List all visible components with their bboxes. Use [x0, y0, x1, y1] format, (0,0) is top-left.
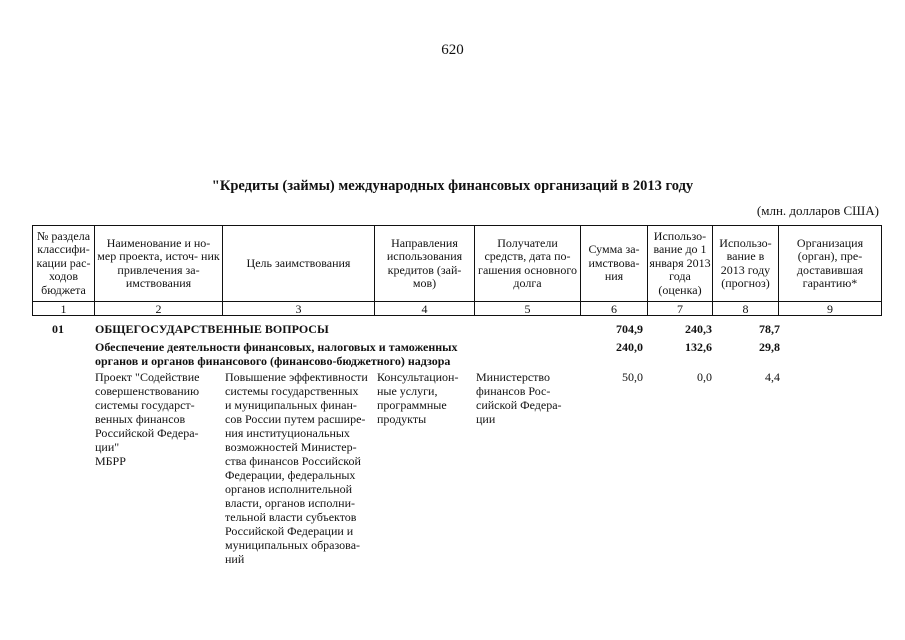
column-number: 2	[95, 302, 223, 316]
section-used-before: 240,3	[685, 322, 712, 336]
project-direction: Консультацион- ные услуги, программные продукты	[377, 370, 459, 426]
document-title: "Кредиты (займы) международных финансовых организаций в 2013 году	[211, 178, 694, 194]
column-number: 9	[779, 302, 882, 316]
section-sum: 704,9	[616, 322, 643, 336]
header-col-forecast: Использо- вание в 2013 году (прогноз)	[713, 226, 779, 302]
page-number: 620	[441, 42, 464, 58]
header-col-sum: Сумма за- имствова- ния	[581, 226, 648, 302]
subsection-sum: 240,0	[616, 340, 643, 354]
project-used-before: 0,0	[697, 370, 712, 384]
header-col-project: Наименование и но- мер проекта, источ- ник привлечения за- имствования	[95, 226, 223, 302]
column-number: 1	[33, 302, 95, 316]
column-number: 3	[223, 302, 375, 316]
table-header	[32, 225, 882, 316]
subsection-used-before: 132,6	[685, 340, 712, 354]
column-number: 7	[648, 302, 713, 316]
project-name: Проект "Содействие совершенствованию системы государст- венных финансов Российской Федера- ции" МБРР	[95, 370, 200, 468]
header-col-used-before: Использо- вание до 1 января 2013 года (оценка)	[648, 226, 713, 302]
header-col-direction: Направления использования кредитов (зай- мов)	[375, 226, 475, 302]
section-name: ОБЩЕГОСУДАРСТВЕННЫЕ ВОПРОСЫ	[95, 322, 329, 336]
project-sum: 50,0	[622, 370, 643, 384]
column-number: 5	[475, 302, 581, 316]
section-code: 01	[52, 322, 64, 336]
subsection-name: Обеспечение деятельности финансовых, налоговых и таможенных органов и органов финансового (финансово-бюджетного) надзора	[95, 340, 458, 368]
project-forecast: 4,4	[765, 370, 780, 384]
column-number: 8	[713, 302, 779, 316]
project-recipient: Министерство финансов Рос- сийской Федера- ции	[476, 370, 562, 426]
section-forecast: 78,7	[759, 322, 780, 336]
header-col-section: № раздела классифи- кации рас- ходов бюджета	[33, 226, 95, 302]
units-note: (млн. долларов США)	[756, 203, 879, 218]
project-goal: Повышение эффективности системы государственных и муниципальных финан- сов России путем расшире- ния институциональных возможностей Министер- ства финансов Российской Федерации, федеральных органов исполнительной власти, органов исполни- тельной власти субъектов Российской Федерации и муниципальных образова- ний	[225, 370, 368, 566]
header-col-goal: Цель заимствования	[223, 226, 375, 302]
header-col-recipient: Получатели средств, дата по- гашения основного долга	[475, 226, 581, 302]
header-col-guarantor: Организация (орган), пре- доставившая гарантию*	[779, 226, 882, 302]
subsection-forecast: 29,8	[759, 340, 780, 354]
column-number: 6	[581, 302, 648, 316]
column-number: 4	[375, 302, 475, 316]
